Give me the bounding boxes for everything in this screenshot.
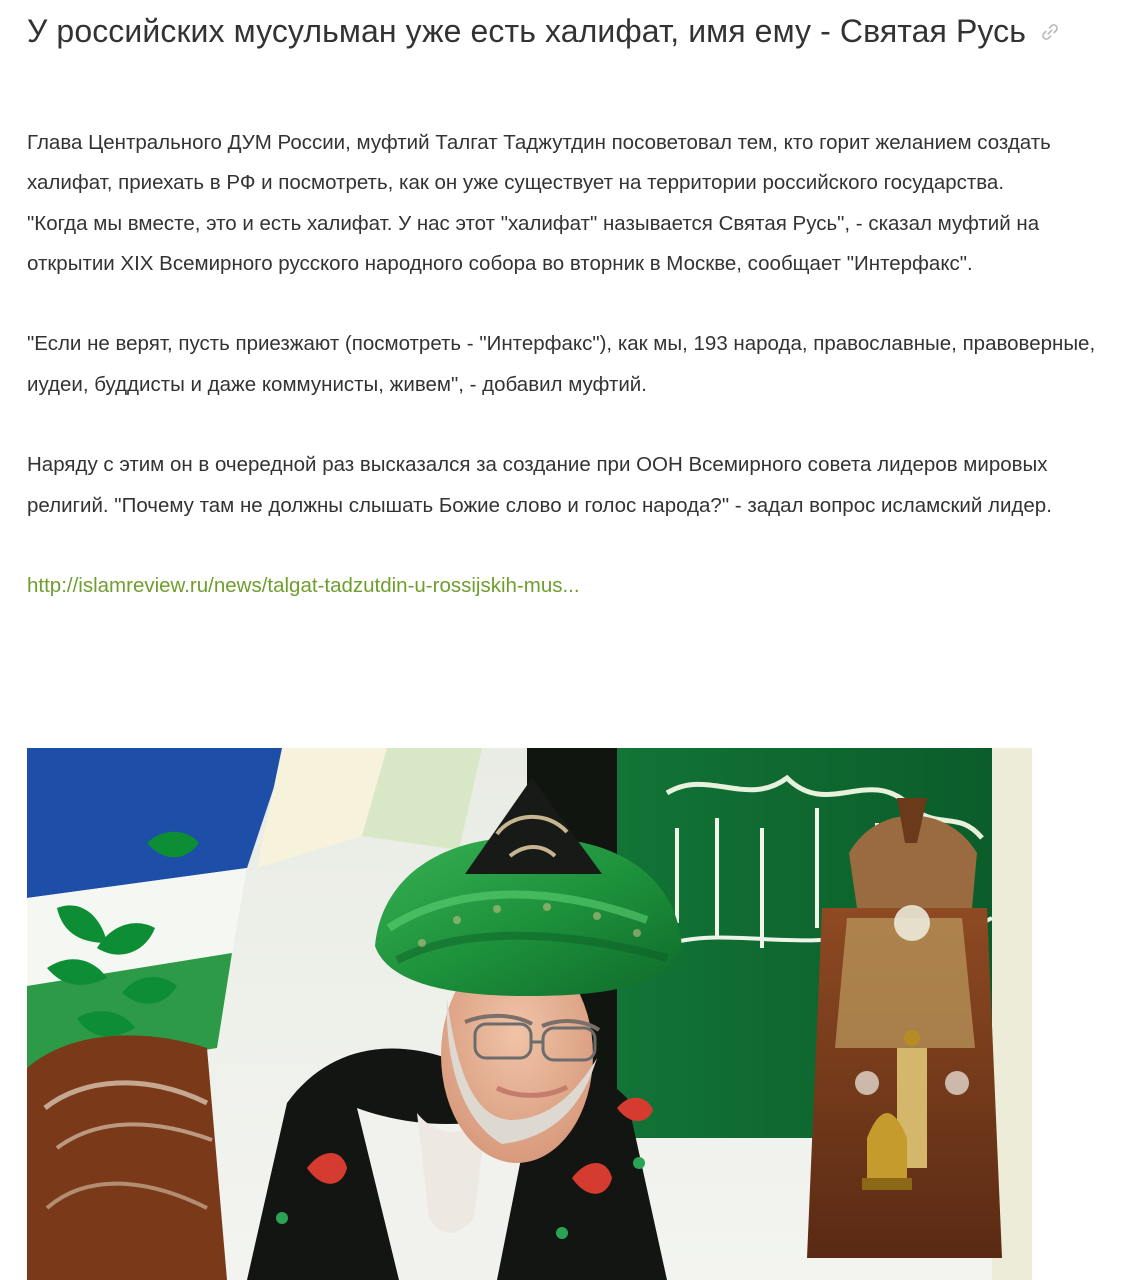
- mufti-portrait-image: [27, 748, 1032, 1280]
- source-link-row: [27, 566, 1122, 606]
- article-body: [27, 123, 1122, 607]
- paragraph-spacer: [27, 284, 1122, 324]
- paragraph-intro: Глава Центрального ДУМ России, муфтий Талгат Таджутдин посоветовал тем, кто горит желанием создать халифат, приехать в РФ и посмотреть, как он уже существует на территории российского государства.: [27, 131, 1051, 195]
- link-icon[interactable]: [1038, 10, 1062, 34]
- article: [27, 0, 1127, 598]
- paragraph-spacer: [27, 526, 1122, 566]
- paragraph-spacer: [27, 405, 1122, 445]
- source-link[interactable]: http://islamreview.ru/news/talgat-tadzutdin-u-rossijskih-mus...: [27, 574, 580, 598]
- paragraph-peoples: "Если не верят, пусть приезжают (посмотреть - "Интерфакс"), как мы, 193 народа, православные, правоверные, иудеи, буддисты и даже коммунисты, живем", - добавил муфтий.: [27, 332, 1096, 396]
- paragraph-un-council: Наряду с этим он в очередной раз высказался за создание при ООН Всемирного совета лидеров мировых религий. "Почему там не должны слышать Божие слово и голос народа?" - задал вопрос исламский лидер.: [27, 453, 1052, 517]
- paragraph-quote: "Когда мы вместе, это и есть халифат. У нас этот "халифат" называется Святая Русь", - сказал муфтий на открытии XIX Всемирного русского народного собора во вторник в Москве, сообщает "Интерфакс".: [27, 211, 1040, 275]
- article-title-text: У российских мусульман уже есть халифат, имя ему - Святая Русь: [27, 13, 1027, 49]
- article-photo: [27, 748, 1032, 1280]
- article-title: [27, 0, 1127, 54]
